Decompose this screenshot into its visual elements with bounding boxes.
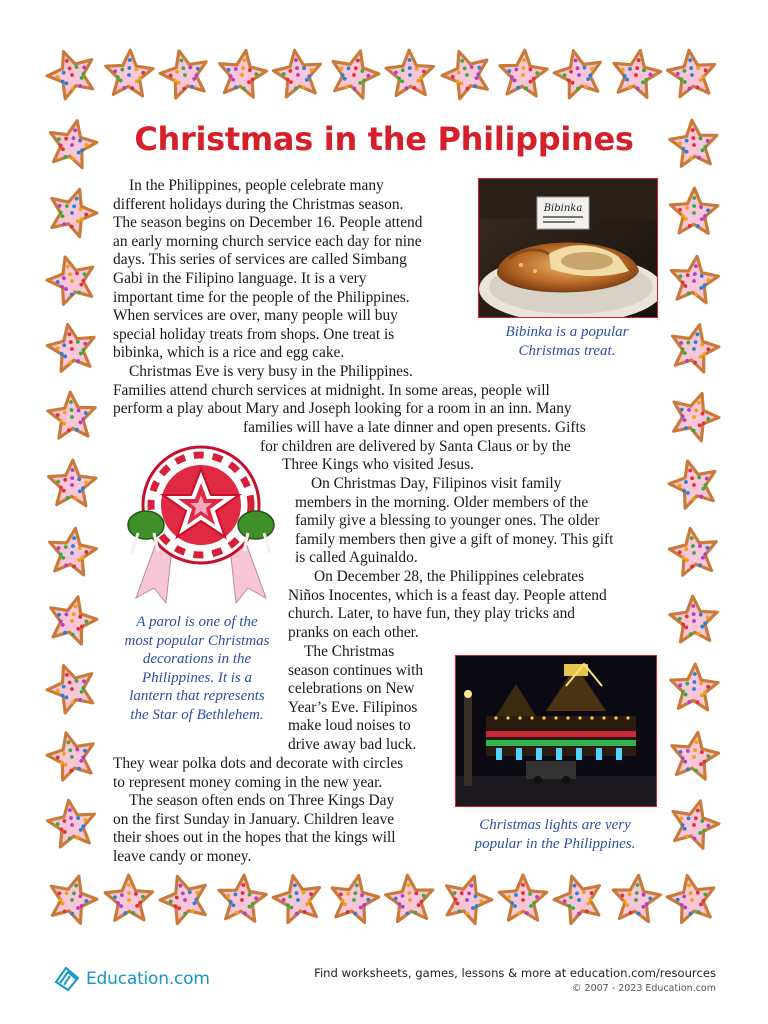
star-cookie-icon xyxy=(667,458,721,512)
star-cookie-icon xyxy=(45,594,99,648)
text-line: The season begins on December 16. People attend xyxy=(113,214,423,232)
star-cookie-icon xyxy=(667,730,721,784)
text-line: an early morning church service each day for nine xyxy=(113,232,422,250)
text-line: In the Philippines, people celebrate many xyxy=(129,177,384,194)
page-title: Christmas in the Philippines xyxy=(134,120,634,158)
star-cookie-icon xyxy=(45,322,99,376)
star-cookie-icon xyxy=(552,873,606,927)
star-cookie-icon xyxy=(45,798,99,852)
text-line: make loud noises to xyxy=(288,717,411,735)
star-cookie-icon xyxy=(271,873,325,927)
footer-info xyxy=(314,966,716,994)
star-cookie-icon xyxy=(158,48,212,102)
paragraph-4 xyxy=(288,568,607,642)
star-cookie-icon xyxy=(102,873,156,927)
paragraph-3 xyxy=(295,475,613,568)
star-cookie-icon xyxy=(667,390,721,444)
caption-line: Christmas lights are very xyxy=(479,817,631,833)
text-line: important time for the people of the Philippines. xyxy=(113,288,410,306)
text-line: church. Later, to have fun, they play tricks and xyxy=(288,605,575,623)
text-line: leave candy or money. xyxy=(113,847,252,865)
text-line: perform a play about Mary and Joseph looking for a room in an inn. Many xyxy=(113,400,572,418)
caption-line: lantern that represents xyxy=(129,688,265,704)
text-line: to represent money coming in the new year. xyxy=(113,773,383,791)
paragraph-1 xyxy=(113,177,422,363)
star-cookie-icon xyxy=(45,730,99,784)
text-line: days. This series of services are called Simbang xyxy=(113,251,407,269)
text-line: The Christmas xyxy=(304,643,395,660)
text-line: Families attend church services at midnight. In some areas, people will xyxy=(113,381,550,399)
star-cookie-icon xyxy=(383,48,437,102)
bibinka-photo xyxy=(478,178,658,318)
star-cookie-icon xyxy=(667,594,721,648)
parol-caption xyxy=(106,613,288,724)
caption-line: Philippines. It is a xyxy=(142,669,252,686)
text-line: bibinka, which is a rice and egg cake. xyxy=(113,344,345,362)
star-cookie-icon xyxy=(667,254,721,308)
caption-line: A parol is one of the xyxy=(136,614,258,630)
footer-tagline: Find worksheets, games, lessons & more at education.com/resources xyxy=(314,966,716,980)
star-cookie-icon xyxy=(667,186,721,240)
star-cookie-icon xyxy=(667,322,721,376)
text-line: They wear polka dots and decorate with circles xyxy=(113,755,404,772)
star-cookie-icon xyxy=(45,186,99,240)
star-cookie-icon xyxy=(665,48,719,102)
star-cookie-icon xyxy=(667,798,721,852)
star-cookie-icon xyxy=(215,48,269,102)
text-line: members in the morning. Older members of the xyxy=(295,493,589,511)
paragraph-2-wrap xyxy=(243,419,586,475)
text-line: season continues with xyxy=(288,661,424,679)
text-line: Year’s Eve. Filipinos xyxy=(288,698,418,716)
text-line: special holiday treats from shops. One treat is xyxy=(113,325,395,343)
text-line: on the first Sunday in January. Children leave xyxy=(113,810,395,828)
text-line: Three Kings who visited Jesus. xyxy=(282,456,474,474)
star-cookie-icon xyxy=(45,48,99,102)
star-cookie-icon xyxy=(158,873,212,927)
paragraph-5-wrap xyxy=(113,755,403,792)
text-line: Niños Inocentes, which is a feast day. People attend xyxy=(288,586,607,604)
caption-line: most popular Christmas xyxy=(124,632,270,649)
star-cookie-icon xyxy=(45,118,99,172)
footer-copyright: © 2007 - 2023 Education.com xyxy=(572,983,716,994)
star-cookie-icon xyxy=(327,873,381,927)
text-line: Gabi in the Filipino language. It is a very xyxy=(113,269,367,287)
star-cookie-icon xyxy=(609,873,663,927)
caption-line: the Star of Bethlehem. xyxy=(130,706,264,723)
text-line: On December 28, the Philippines celebrates xyxy=(314,568,585,585)
star-cookie-icon xyxy=(383,873,437,927)
text-line: their shoes out in the hopes that the kings will xyxy=(113,829,396,847)
star-cookie-icon xyxy=(45,458,99,512)
star-cookie-icon xyxy=(667,526,721,580)
text-line: family members then give a gift of money. This gift xyxy=(295,530,614,548)
star-cookie-icon xyxy=(440,48,494,102)
paragraph-5 xyxy=(288,643,423,755)
caption-line: decorations in the xyxy=(142,651,252,667)
star-cookie-icon xyxy=(440,873,494,927)
star-cookie-icon xyxy=(496,873,550,927)
star-cookie-icon xyxy=(45,254,99,308)
star-cookie-icon xyxy=(327,48,381,102)
text-line: drive away bad luck. xyxy=(288,735,417,753)
text-line: celebrations on New xyxy=(288,680,415,698)
star-cookie-icon xyxy=(271,48,325,102)
education-logo[interactable] xyxy=(52,962,210,996)
paragraph-6 xyxy=(113,792,396,866)
star-cookie-icon xyxy=(667,118,721,172)
text-line: family give a blessing to younger ones. The older xyxy=(295,512,600,530)
text-line: The season often ends on Three Kings Day xyxy=(129,792,395,809)
star-cookie-icon xyxy=(552,48,606,102)
text-line: On Christmas Day, Filipinos visit family xyxy=(311,475,562,492)
caption-line: Christmas treat. xyxy=(518,342,616,359)
star-cookie-icon xyxy=(665,873,719,927)
star-cookie-icon xyxy=(102,48,156,102)
star-cookie-icon xyxy=(609,48,663,102)
text-line: different holidays during the Christmas season. xyxy=(113,195,404,213)
bibinka-caption xyxy=(478,323,656,360)
star-cookie-icon xyxy=(45,526,99,580)
star-cookie-icon xyxy=(45,662,99,716)
star-cookie-icon xyxy=(215,873,269,927)
text-line: is called Aguinaldo. xyxy=(295,549,418,567)
caption-line: Bibinka is a popular xyxy=(505,324,629,340)
logo-icon xyxy=(52,962,82,996)
text-line: Christmas Eve is very busy in the Philippines. xyxy=(129,363,413,380)
text-line: for children are delivered by Santa Claus or by the xyxy=(260,437,571,455)
star-cookie-icon xyxy=(45,873,99,927)
text-line: families will have a late dinner and open presents. Gifts xyxy=(243,419,586,436)
christmas-lights-photo xyxy=(455,655,657,807)
star-cookie-icon xyxy=(45,390,99,444)
star-cookie-icon xyxy=(667,662,721,716)
parol-illustration xyxy=(116,433,286,608)
text-line: When services are over, many people will buy xyxy=(113,307,398,325)
paragraph-2 xyxy=(113,363,572,419)
text-line: pranks on each other. xyxy=(288,623,419,641)
caption-line: popular in the Philippines. xyxy=(474,835,636,852)
logo-text: Education.com xyxy=(86,969,210,989)
sign-text: Bibinka xyxy=(543,203,583,214)
lights-caption xyxy=(455,816,655,853)
star-cookie-icon xyxy=(496,48,550,102)
